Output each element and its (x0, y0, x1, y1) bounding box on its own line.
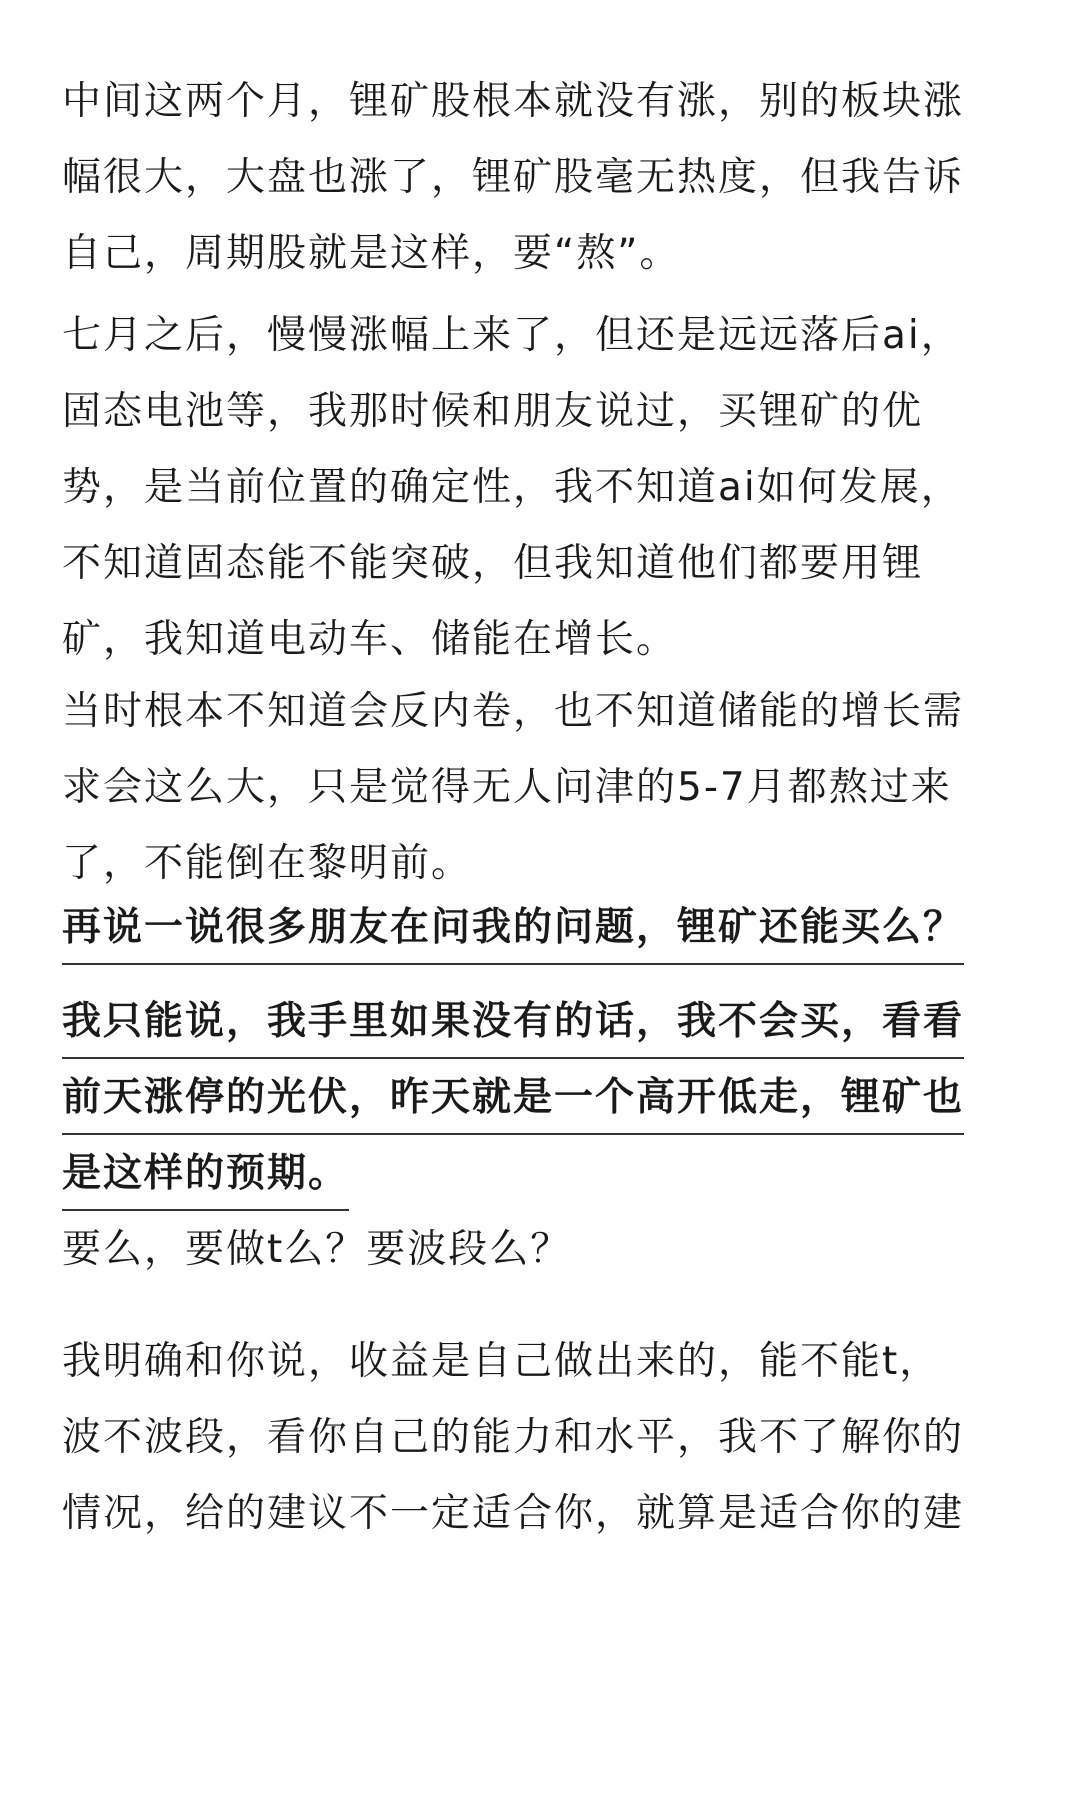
paragraph-1 (62, 64, 1022, 292)
highlighted-line (62, 890, 1022, 966)
underlined-text: 我只能说，我手里如果没有的话，我不会买，看看 (62, 987, 964, 1059)
text-line: 当时根本不知道会反内卷，也不知道储能的增长需 (62, 689, 965, 734)
text-line: 要么，要做t么？要波段么？ (62, 1227, 572, 1272)
underlined-text: 是这样的预期。 (62, 1139, 349, 1211)
text-line: 幅很大，大盘也涨了，锂矿股毫无热度，但我告诉 (62, 155, 965, 200)
text-line: 中间这两个月，锂矿股根本就没有涨，别的板块涨 (62, 79, 965, 124)
text-line: 情况，给的建议不一定适合你，就算是适合你的建 (62, 1491, 965, 1536)
text-line: 势，是当前位置的确定性，我不知道ai如何发展， (62, 465, 962, 510)
text-line: 矿，我知道电动车、储能在增长。 (62, 617, 678, 662)
highlighted-line (62, 984, 1022, 1060)
text-line: 波不波段，看你自己的能力和水平，我不了解你的 (62, 1415, 965, 1460)
text-line: 不知道固态能不能突破，但我知道他们都要用锂 (62, 541, 924, 586)
paragraph-2 (62, 298, 1022, 678)
paragraph-3 (62, 674, 1022, 902)
text-line: 固态电池等，我那时候和朋友说过，买锂矿的优 (62, 389, 924, 434)
text-line: 求会这么大，只是觉得无人问津的5-7月都熬过来 (62, 765, 952, 810)
text-line: 七月之后，慢慢涨幅上来了，但还是远远落后ai， (62, 313, 962, 358)
text-line: 了，不能倒在黎明前。 (62, 841, 473, 886)
text-line: 我明确和你说，收益是自己做出来的，能不能t， (62, 1339, 941, 1384)
highlighted-answer (62, 984, 1022, 1212)
underlined-text: 前天涨停的光伏，昨天就是一个高开低走，锂矿也 (62, 1063, 964, 1135)
paragraph-6 (62, 1212, 1022, 1288)
paragraph-7 (62, 1324, 1022, 1552)
underlined-text: 再说一说很多朋友在问我的问题，锂矿还能买么？ (62, 893, 964, 965)
text-line: 自己，周期股就是这样，要“熬”。 (62, 231, 681, 276)
highlighted-line (62, 1060, 1022, 1136)
highlighted-question (62, 890, 1022, 966)
highlighted-line (62, 1136, 1022, 1212)
